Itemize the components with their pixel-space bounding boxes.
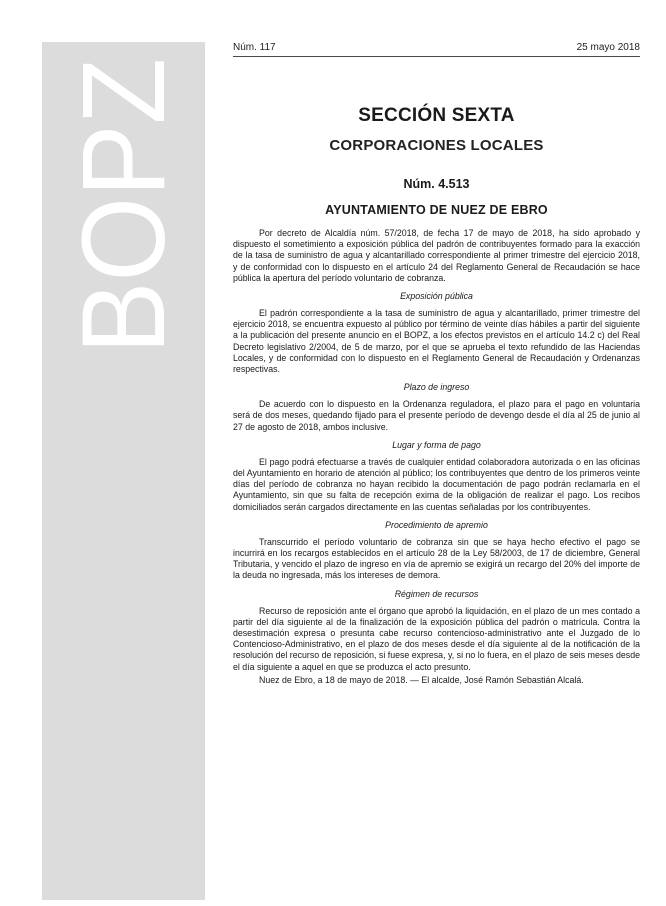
section-paragraph: De acuerdo con lo dispuesto en la Ordenanza reguladora, el plazo para el pago en voluntaria será de dos meses, quedando fijado para el presente período de devengo desde el día al 25 de junio al 27 de agosto de 2018, ambos inclusive. (233, 399, 640, 432)
organization-name: AYUNTAMIENTO DE NUEZ DE EBRO (325, 203, 548, 217)
section-paragraph: Recurso de reposición ante el órgano que aprobó la liquidación, en el plazo de un mes contado a partir del día siguiente al de la finalización de la exposición pública del padrón o matrícula. Contra la desestimación expresa o presunta cabe recurso contencioso-administrativo ante el Juzgado de lo Contencioso-Administrativo, en el plazo de dos meses desde el día siguiente al de la notificación de la resolución del recurso de reposición, si fuese expresa, y, si no lo fuera, en el plazo de seis meses desde el día siguiente a aquel en que se produzca el acto presunto. (233, 605, 640, 672)
section-paragraph: Transcurrido el período voluntario de cobranza sin que se haya hecho efectivo el pago se incurrirá en los recargos establecidos en el artículo 28 de la Ley 58/2003, de 17 de diciembre, General Tributaria, y vencido el plazo de ingreso en vía de apremio se exigirá un recargo del 20% del importe de la deuda no ingresada, más los intereses de demora. (233, 536, 640, 581)
intro-paragraph: Por decreto de Alcaldía núm. 57/2018, de fecha 17 de mayo de 2018, ha sido aprobado y dispuesto el sometimiento a exposición pública del padrón de contribuyentes formado para la exacción de la tasa de suministro de agua y alcantarillado correspondiente al primer trimestre del ejercicio 2018, y de conformidad con lo dispuesto en el artículo 24 del Reglamento General de Recaudación se hace pública la apertura del período voluntario de cobranza. (233, 228, 640, 283)
section-heading: Plazo de ingreso (403, 382, 470, 393)
ad-number: Núm. 4.513 (403, 177, 470, 191)
section-heading: Régimen de recursos (394, 588, 479, 599)
issue-number: Núm. 117 (233, 42, 276, 53)
section-title: SECCIÓN SEXTA (358, 105, 515, 126)
section-paragraph: El padrón correspondiente a la tasa de suministro de agua y alcantarillado, primer trimestre del ejercicio 2018, se encuentra expuesto al público por término de veinte días hábiles a partir del siguiente a la publicación del presente anuncio en el BOPZ, a los efectos previstos en el artículo 14.2 c) del Real Decreto legislativo 2/2004, de 5 de marzo, por el que se aprueba el texto refundido de las Haciendas Locales, y de conformidad con lo dispuesto en el Reglamento General de Recaudación y Ordenanzas respectivas. (233, 308, 640, 375)
section-subtitle: CORPORACIONES LOCALES (329, 137, 544, 154)
section-paragraph: El pago podrá efectuarse a través de cualquier entidad colaboradora autorizada o en las oficinas del Ayuntamiento en horario de atención al público; los contribuyentes que dentro de los primeros veinte días del período de cobranza no hayan recibido la documentación de pago podrán reclamarla en el Ayuntamiento, sin que su falta de recepción exima de la obligación de realizar el pago. Los recibos domiciliados serán cargados directamente en las cuentas señaladas por los contribuyentes. (233, 456, 640, 512)
section-heading: Procedimiento de apremio (385, 519, 488, 530)
bopz-logo (58, 32, 190, 356)
document-body (233, 104, 640, 686)
section-heading: Lugar y forma de pago (392, 439, 481, 450)
section-heading: Exposición pública (400, 291, 473, 302)
logo-text: BOPZ (58, 32, 190, 354)
issue-date: 25 mayo 2018 (576, 42, 640, 53)
page-header (233, 42, 640, 57)
signature: Nuez de Ebro, a 18 de mayo de 2018. — El alcalde, José Ramón Sebastián Alcalá. (259, 674, 584, 685)
